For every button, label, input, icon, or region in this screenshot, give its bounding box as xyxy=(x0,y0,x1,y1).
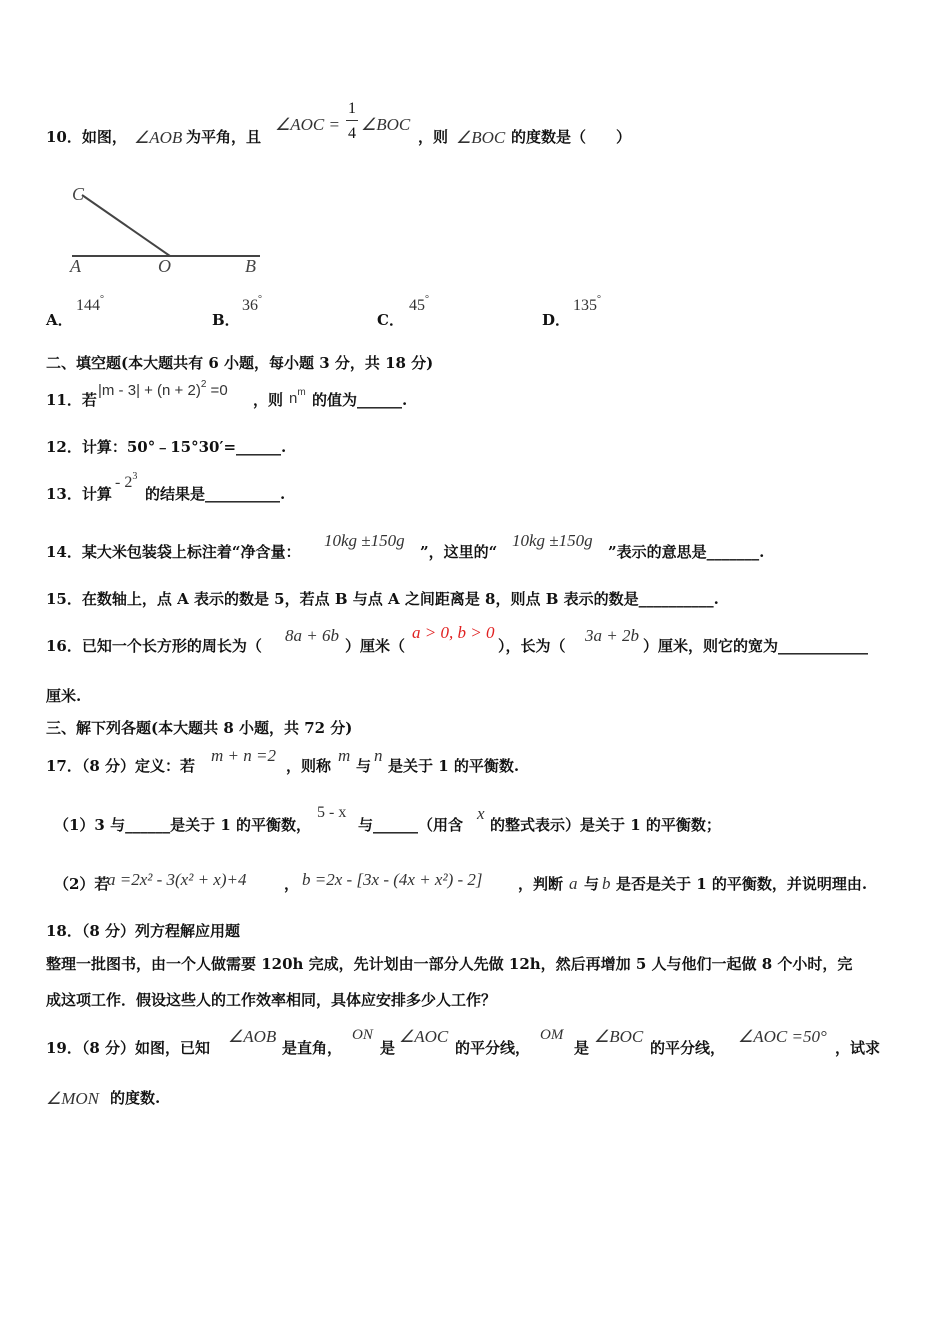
q17-var-n: n xyxy=(374,746,383,765)
q14-text1: ”，这里的“ xyxy=(420,543,498,561)
q19-angle-mon: ∠MON xyxy=(46,1089,100,1108)
q10-frac-num: 1 xyxy=(348,100,356,117)
q19-text3: 的平分线， xyxy=(455,1039,531,1057)
q19-angle-boc: ∠BOC xyxy=(594,1027,644,1046)
q13-text: 的结果是__________. xyxy=(145,485,286,503)
option-b-letter: B． xyxy=(212,311,240,329)
q18-title: 18．（8 分）列方程解应用题 xyxy=(46,922,241,940)
q17-part2-a: （2）若 xyxy=(54,875,110,893)
q18-line1: 整理一批图书，由一个人做需要 120h 完成，先计划由一部分人先做 12h，然后再增加 5 人与他们一起做 8 个小时，完 xyxy=(46,955,853,973)
q10-figure xyxy=(60,178,280,278)
q19-number: 19．（8 分）如图，已知 xyxy=(46,1039,211,1057)
q10-text1: 为平角，且 xyxy=(186,128,262,146)
q17-part2-d: 是否是关于 1 的平衡数，并说明理由. xyxy=(616,875,868,893)
q10-angle-aob: ∠AOB xyxy=(134,128,183,147)
q17-part2-c: 与 xyxy=(584,875,600,893)
option-b-value: 36° xyxy=(242,294,262,314)
ray-oc xyxy=(82,195,170,256)
q17-part2-var-a: a xyxy=(569,874,578,893)
q10-number: 10．如图， xyxy=(46,128,127,146)
q19-text7: 的度数. xyxy=(110,1089,161,1107)
option-d-value: 135° xyxy=(573,294,601,314)
q11-power: $n^m$ xyxy=(289,387,306,407)
q11-expr: $|m - 3| + (n + 2)^2 =0$ xyxy=(98,379,228,399)
q10-angle-boc: ∠BOC xyxy=(361,115,411,134)
label-c: C xyxy=(72,184,85,204)
q19-om: OM xyxy=(540,1027,564,1043)
q17-part2-var-b: b xyxy=(602,874,611,893)
q10-text3: 的度数是（ ） xyxy=(511,128,632,146)
q19-condition: ∠AOC =50° xyxy=(738,1027,827,1046)
q19-on: ON xyxy=(352,1027,373,1043)
q19-text1: 是直角， xyxy=(282,1039,343,1057)
q14-expr2: 10kg ±150g xyxy=(512,531,593,550)
q11-text2: 的值为______. xyxy=(312,391,408,409)
q10-frac-bar xyxy=(346,120,358,121)
q11-number: 11．若 xyxy=(46,391,97,409)
q17-part1-c: 与______（用含 xyxy=(358,816,464,834)
q17-part1-expr: 5 - x xyxy=(317,804,347,821)
section-2-heading: 二、填空题(本大题共有 6 小题，每小题 3 分，共 18 分) xyxy=(46,354,434,372)
q17-part1-e: 的整式表示）是关于 1 的平衡数； xyxy=(490,816,721,834)
q14-text2: ”表示的意思是_______. xyxy=(608,543,765,561)
q12-text: 12．计算：50°﹣15°30′=______. xyxy=(46,438,287,456)
q19-angle-aob: ∠AOB xyxy=(228,1027,277,1046)
q17-part2-expr-a: a =2x² - 3(x² + x)+4 xyxy=(107,870,247,889)
q17-part1-a: （1）3 与______是关于 1 的平衡数， xyxy=(54,816,311,834)
q16-condition: a > 0, b > 0 xyxy=(412,623,495,642)
q19-text6: ，试求 xyxy=(835,1039,881,1057)
option-a-letter: A． xyxy=(46,311,73,329)
q17-part2-comma: ， xyxy=(284,875,300,893)
option-c-letter: C． xyxy=(377,311,404,329)
section-3-heading: 三、解下列各题(本大题共 8 小题，共 72 分) xyxy=(46,719,353,737)
q16-text1: ）厘米（ xyxy=(345,637,406,655)
q15-text: 15．在数轴上，点 A 表示的数是 5，若点 B 与点 A 之间距离是 8，则点 B 表示的数是__________. xyxy=(46,590,719,608)
q17-number: 17．（8 分）定义：若 xyxy=(46,757,196,775)
q17-text2: 与 xyxy=(356,757,372,775)
q17-var-m: m xyxy=(338,746,351,765)
label-b: B xyxy=(245,256,256,276)
q17-part1-x: x xyxy=(477,804,485,823)
q13-number: 13．计算 xyxy=(46,485,112,503)
q16-continuation: 厘米. xyxy=(46,687,82,705)
label-o: O xyxy=(158,256,171,276)
q18-line2: 成这项工作．假设这些人的工作效率相同，具体应安排多少人工作？ xyxy=(46,991,497,1009)
q16-text2: ），长为（ xyxy=(498,637,566,655)
q13-expr: - $2^3$ xyxy=(115,471,138,491)
q10-aoc-eq: ∠AOC = xyxy=(275,115,340,134)
q14-expr1: 10kg ±150g xyxy=(324,531,405,550)
q19-text4: 是 xyxy=(574,1039,590,1057)
q14-number: 14．某大米包装袋上标注着“净含量： xyxy=(46,543,301,561)
q17-part2-b: ，判断 xyxy=(518,875,564,893)
q19-text5: 的平分线， xyxy=(650,1039,726,1057)
q10-angle-boc-2: ∠BOC xyxy=(456,128,506,147)
option-d-letter: D． xyxy=(542,311,571,329)
q19-angle-aoc: ∠AOC xyxy=(399,1027,449,1046)
q19-text2: 是 xyxy=(380,1039,396,1057)
q17-part2-expr-b: b =2x - [3x - (4x + x²) - 2] xyxy=(302,870,483,889)
q11-text1: ，则 xyxy=(253,391,284,409)
q16-expr2: 3a + 2b xyxy=(585,626,639,645)
q16-expr1: 8a + 6b xyxy=(285,626,339,645)
q16-text3: ）厘米，则它的宽为____________ xyxy=(643,637,869,655)
q16-number: 16．已知一个长方形的周长为（ xyxy=(46,637,262,655)
label-a: A xyxy=(70,256,81,276)
q10-text2: ，则 xyxy=(418,128,449,146)
option-c-value: 45° xyxy=(409,294,429,314)
option-a-value: 144° xyxy=(76,294,104,314)
q17-text1: ，则称 xyxy=(286,757,332,775)
q17-expr: m + n =2 xyxy=(211,746,276,765)
q10-frac-den: 4 xyxy=(348,125,356,142)
q17-text3: 是关于 1 的平衡数. xyxy=(388,757,520,775)
